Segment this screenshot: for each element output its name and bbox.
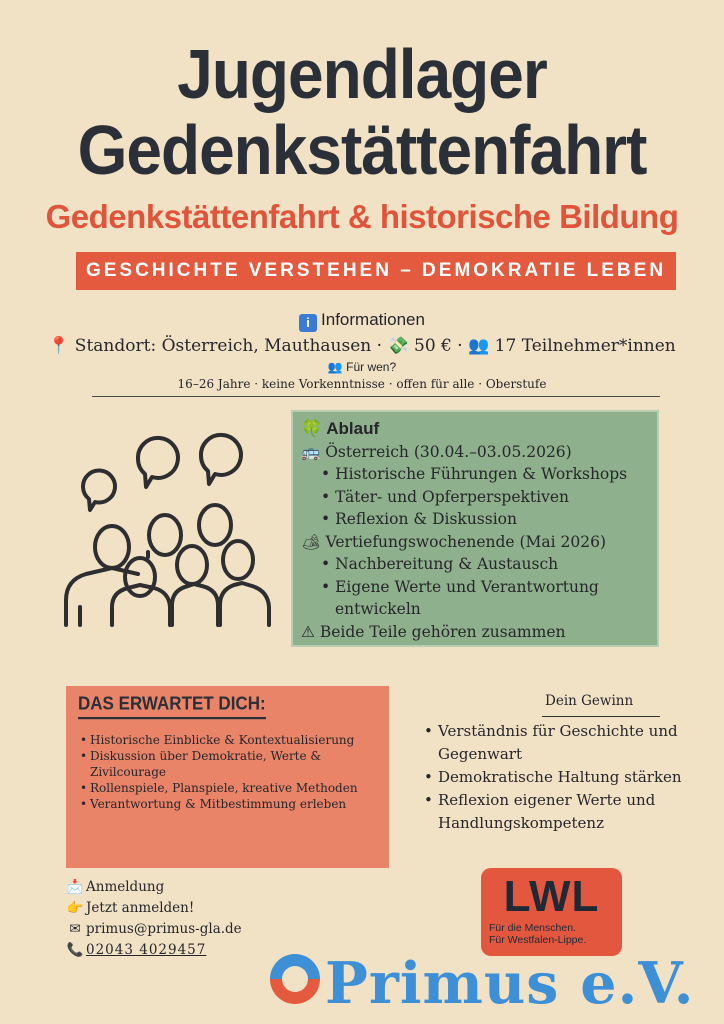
list-item: • Verständnis für Geschichte und Gegenwart (424, 720, 684, 766)
lwl-logo-text: LWL (503, 872, 600, 921)
pointing-hand-icon: 👉 (66, 900, 84, 916)
ablauf-item: • Historische Führungen & Workshops (301, 463, 649, 486)
list-item: • Verantwortung & Mitbestimmung erleben (78, 796, 377, 812)
expect-panel (66, 686, 389, 868)
ablauf-panel (291, 410, 659, 647)
envelope-icon: 📩 (66, 879, 84, 895)
group-people-illustration (60, 425, 275, 630)
list-item: • Diskussion über Demokratie, Werte & Zivilcourage (78, 748, 377, 780)
ablauf-item: • Eigene Werte und Verantwortung (301, 576, 649, 599)
ablauf-heading: 🍀 Ablauf (301, 419, 380, 438)
info-heading-label: Informationen (321, 310, 425, 329)
info-icon: i (299, 314, 317, 332)
ablauf-part-1: 🚌 Österreich (30.04.–03.05.2026) (301, 442, 572, 461)
registration-cta[interactable]: Jetzt anmelden! (86, 900, 195, 916)
expect-heading: DAS ERWARTET DICH: (78, 693, 266, 719)
info-heading (0, 310, 724, 332)
slogan-banner: GESCHICHTE VERSTEHEN – DEMOKRATIE LEBEN (76, 252, 676, 290)
expect-list (78, 732, 377, 812)
ablauf-item-continued: entwickeln (335, 600, 421, 618)
info-audience: 16–26 Jahre · keine Vorkenntnisse · offen für alle · Oberstufe (177, 377, 547, 391)
primus-logo-text: Primus e.V. (325, 950, 695, 1017)
info-location: 📍 Standort: Österreich, Mauthausen · 💸 50 € · 👥 17 Teilnehmer*innen (48, 336, 676, 356)
gain-heading: Dein Gewinn (545, 693, 634, 709)
list-item: • Demokratische Haltung stärken (424, 766, 684, 789)
subtitle: Gedenkstättenfahrt & historische Bildung (45, 198, 679, 235)
title-line-1: Jugendlager (177, 35, 547, 113)
mail-icon: ✉ (69, 921, 81, 937)
list-item: • Reflexion eigener Werte und Handlungskompetenz (424, 789, 684, 835)
lwl-tagline-2: Für Westfalen-Lippe. (489, 934, 587, 946)
registration-label: Anmeldung (86, 879, 165, 895)
ablauf-note: ⚠ Beide Teile gehören zusammen (301, 622, 566, 641)
email-link[interactable]: primus@primus-gla.de (86, 921, 242, 937)
gain-list (424, 720, 684, 835)
lwl-tagline-1: Für die Menschen. (489, 922, 576, 934)
list-item: • Historische Einblicke & Kontextualisierung (78, 732, 377, 748)
phone-link[interactable]: 02043 4029457 (86, 942, 207, 958)
info-for-whom: 👥 Für wen? (327, 360, 397, 374)
primus-puzzle-icon (266, 950, 324, 1008)
gain-underline (542, 716, 660, 717)
ablauf-item: • Täter- und Opferperspektiven (301, 486, 649, 509)
ablauf-part-2: 🏕 Vertiefungswochenende (Mai 2026) (301, 532, 607, 551)
lwl-logo (481, 868, 622, 956)
divider (92, 396, 660, 397)
ablauf-item: • Nachbereitung & Austausch (301, 553, 649, 576)
contact-block (66, 877, 242, 961)
title-line-2: Gedenkstättenfahrt (77, 111, 647, 189)
list-item: • Rollenspiele, Planspiele, kreative Methoden (78, 780, 377, 796)
phone-icon: 📞 (66, 942, 84, 958)
ablauf-item: • Reflexion & Diskussion (301, 508, 649, 531)
